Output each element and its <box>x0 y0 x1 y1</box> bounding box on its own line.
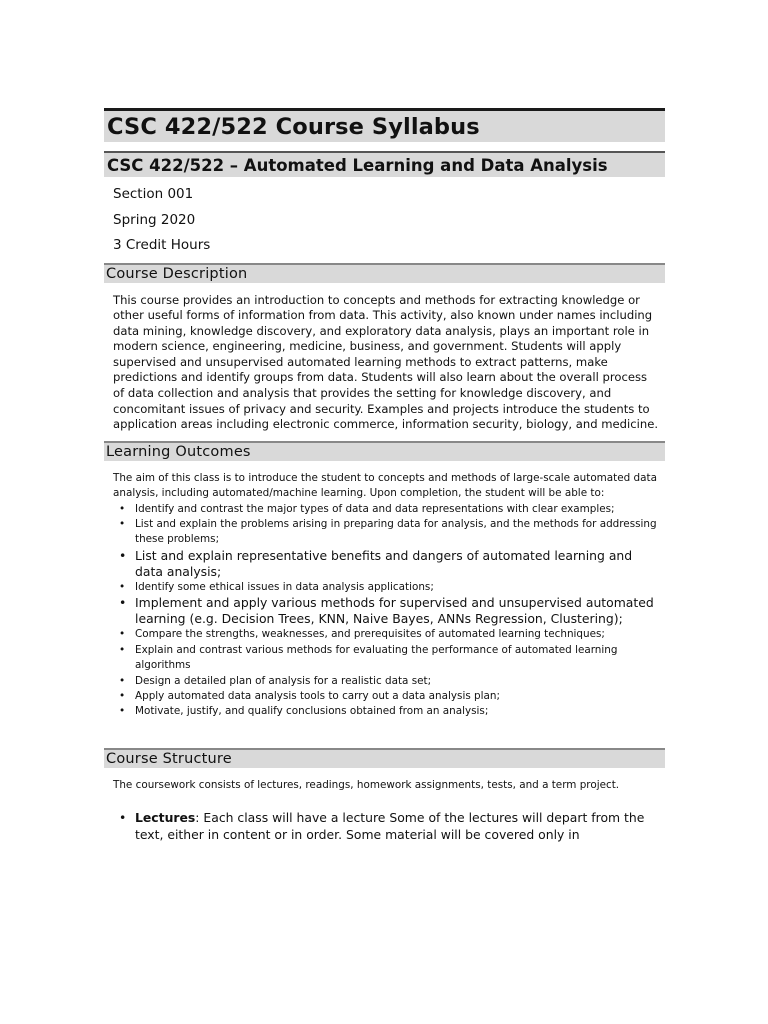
list-item: • Motivate, justify, and qualify conclusions obtained from an analysis; <box>113 704 665 719</box>
course-structure-intro: The coursework consists of lectures, readings, homework assignments, tests, and a term project. <box>113 778 620 791</box>
lectures-label: Lectures <box>135 810 196 826</box>
list-item <box>104 810 665 843</box>
list-item: • List and explain representative benefits and dangers of automated learning and data analysis; <box>113 548 665 580</box>
course-description-text: This course provides an introduction to concepts and methods for extracting knowledge or other useful forms of information from data. This activity, also known under names including data mining, knowledge discovery, and exploratory data analysis, plays an important role in modern science, engineering, medicine, business, and government. Students will apply supervised and unsupervised automated learning methods to extract patterns, make predictions and identify groups from data. Students will also learn about the overall process of data collection and analysis that provides the setting for knowledge discovery, and concomitant issues of privacy and security. Examples and projects introduce the students to application areas including electronic commerce, information security, biology, and medicine. <box>113 292 659 432</box>
learning-outcomes-list <box>104 502 665 720</box>
list-item: • Design a detailed plan of analysis for a realistic data set; <box>113 674 665 689</box>
section-number: Section 001 <box>113 186 194 202</box>
document-title: CSC 422/522 Course Syllabus <box>104 108 665 142</box>
list-item: • Identify some ethical issues in data analysis applications; <box>113 580 665 595</box>
list-item: • Implement and apply various methods for supervised and unsupervised automated learning (e.g. Decision Trees, KNN, Naive Bayes, ANNs Regression, Clustering); <box>113 595 665 627</box>
learning-outcomes-heading: Learning Outcomes <box>104 441 665 461</box>
list-item: • Compare the strengths, weaknesses, and prerequisites of automated learning techniques; <box>113 627 665 642</box>
list-item: • List and explain the problems arising in preparing data for analysis, and the methods for addressing these problems; <box>113 517 665 548</box>
course-meta <box>104 182 665 259</box>
list-item: • Explain and contrast various methods for evaluating the performance of automated learning algorithms <box>113 643 665 674</box>
term: Spring 2020 <box>113 211 196 228</box>
bullet-icon: • <box>119 810 127 826</box>
list-item: • Apply automated data analysis tools to carry out a data analysis plan; <box>113 689 665 704</box>
list-item: • Identify and contrast the major types of data and data representations with clear examples; <box>113 502 665 517</box>
syllabus-page <box>104 108 665 843</box>
credit-hours: 3 Credit Hours <box>113 237 211 253</box>
lectures-text: : Each class will have a lecture Some of the lectures will depart from the text, either in content or in order. Some material will be covered only in <box>135 810 645 842</box>
course-description-heading: Course Description <box>104 263 665 283</box>
course-structure-heading: Course Structure <box>104 748 665 768</box>
learning-outcomes-intro: The aim of this class is to introduce the student to concepts and methods of large-scale automated data analysis, including automated/machine learning. Upon completion, the student will be able to: <box>113 471 657 500</box>
course-subtitle: CSC 422/522 – Automated Learning and Data Analysis <box>104 151 665 177</box>
